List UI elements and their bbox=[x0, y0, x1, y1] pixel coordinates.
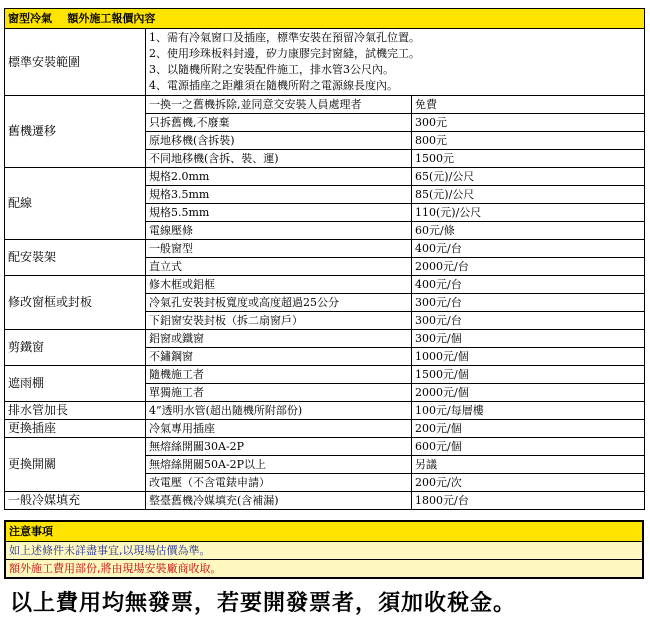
notes-title: 注意事項 bbox=[5, 521, 643, 542]
item-desc: 不同地移機(含拆、裝、運) bbox=[146, 150, 412, 168]
item-price: 85(元)/公尺 bbox=[412, 186, 645, 204]
item-desc: 冷氣專用插座 bbox=[146, 420, 412, 438]
category-move: 舊機遷移 bbox=[5, 96, 146, 168]
table-row bbox=[5, 240, 645, 258]
category-window: 剪鐵窗 bbox=[5, 330, 146, 366]
notes-line-1: 如上述條件未詳盡事宜,以現場估價為準。 bbox=[5, 542, 643, 560]
item-price: 400元/台 bbox=[412, 240, 645, 258]
table-row bbox=[5, 402, 645, 420]
item-price: 800元 bbox=[412, 132, 645, 150]
install-line-3: 3、以隨機所附之安裝配件施工，排水管3公尺內。 bbox=[149, 63, 394, 76]
item-desc: 電線壓條 bbox=[146, 222, 412, 240]
install-description bbox=[146, 29, 645, 96]
item-desc: 不鏽鋼窗 bbox=[146, 348, 412, 366]
table-row bbox=[5, 366, 645, 384]
category-switch: 更換開關 bbox=[5, 438, 146, 492]
table-header bbox=[5, 9, 645, 29]
item-desc: 單獨施工者 bbox=[146, 384, 412, 402]
table-row bbox=[5, 168, 645, 186]
table-row bbox=[5, 438, 645, 456]
item-price: 1000元/個 bbox=[412, 348, 645, 366]
category-bracket: 配安裝架 bbox=[5, 240, 146, 276]
category-refrigerant: 一般冷媒填充 bbox=[5, 492, 146, 510]
header-col2: 額外施工報價內容 bbox=[67, 12, 156, 25]
notes-table bbox=[4, 520, 644, 579]
item-price: 65(元)/公尺 bbox=[412, 168, 645, 186]
header-col1: 窗型冷氣 bbox=[8, 12, 52, 25]
item-desc: 修木框或鋁框 bbox=[146, 276, 412, 294]
item-desc: 隨機施工者 bbox=[146, 366, 412, 384]
item-desc: 無熔絲開關30A-2P bbox=[146, 438, 412, 456]
item-price: 免費 bbox=[412, 96, 645, 114]
item-desc: 改電壓（不含電錶申請） bbox=[146, 474, 412, 492]
item-price: 300元/台 bbox=[412, 312, 645, 330]
item-price: 1800元/台 bbox=[412, 492, 645, 510]
table-row bbox=[5, 276, 645, 294]
install-line-1: 1、需有冷氣窗口及插座，標準安裝在預留冷氣孔位置。 bbox=[149, 31, 420, 44]
item-price: 110(元)/公尺 bbox=[412, 204, 645, 222]
item-price: 100元/每層樓 bbox=[412, 402, 645, 420]
category-frame: 修改窗框或封板 bbox=[5, 276, 146, 330]
notes-line-2: 額外施工費用部份,將由現場安裝廠商收取。 bbox=[5, 560, 643, 579]
item-desc: 只拆舊機,不廢棄 bbox=[146, 114, 412, 132]
item-desc: 規格2.0mm bbox=[146, 168, 412, 186]
item-desc: 一般窗型 bbox=[146, 240, 412, 258]
notes-header bbox=[5, 521, 643, 542]
item-price: 300元/個 bbox=[412, 330, 645, 348]
item-desc: 整臺舊機冷媒填充(含補漏) bbox=[146, 492, 412, 510]
category-shade: 遮雨棚 bbox=[5, 366, 146, 402]
table-row-install bbox=[5, 29, 645, 96]
item-price: 200元/次 bbox=[412, 474, 645, 492]
item-price: 另議 bbox=[412, 456, 645, 474]
item-price: 2000元/台 bbox=[412, 258, 645, 276]
item-desc: 下鋁窗安裝封板（拆二扇窗戶） bbox=[146, 312, 412, 330]
item-desc: 冷氣孔安裝封板寬度或高度超過25公分 bbox=[146, 294, 412, 312]
price-sheet bbox=[4, 8, 644, 579]
item-price: 1500元 bbox=[412, 150, 645, 168]
category-drain: 排水管加長 bbox=[5, 402, 146, 420]
item-desc: 直立式 bbox=[146, 258, 412, 276]
item-desc: 一換一之舊機拆除,並同意交安裝人員處理者 bbox=[146, 96, 412, 114]
install-line-4: 4、電源插座之距離須在隨機所附之電源線長度內。 bbox=[149, 79, 398, 92]
table-row bbox=[5, 420, 645, 438]
category-wiring: 配線 bbox=[5, 168, 146, 240]
item-desc: 規格3.5mm bbox=[146, 186, 412, 204]
header-cell bbox=[5, 9, 645, 29]
item-price: 200元/個 bbox=[412, 420, 645, 438]
item-desc: 4”透明水管(超出隨機所附部份) bbox=[146, 402, 412, 420]
item-desc: 無熔絲開關50A-2P以上 bbox=[146, 456, 412, 474]
invoice-notice: 以上費用均無發票，若要開發票者，須加收稅金。 bbox=[10, 590, 517, 616]
table-row bbox=[5, 96, 645, 114]
table-row bbox=[5, 330, 645, 348]
item-desc: 鋁窗或鐵窗 bbox=[146, 330, 412, 348]
item-price: 1500元/個 bbox=[412, 366, 645, 384]
item-price: 300元/台 bbox=[412, 294, 645, 312]
install-line-2: 2、使用珍珠板料封邊，矽力康膠完封窗縫，試機完工。 bbox=[149, 47, 420, 60]
item-desc: 規格5.5mm bbox=[146, 204, 412, 222]
notes-row bbox=[5, 542, 643, 560]
item-price: 600元/個 bbox=[412, 438, 645, 456]
item-price: 300元 bbox=[412, 114, 645, 132]
category-install: 標準安裝範圍 bbox=[5, 29, 146, 96]
table-row bbox=[5, 492, 645, 510]
category-socket: 更換插座 bbox=[5, 420, 146, 438]
item-price: 2000元/個 bbox=[412, 384, 645, 402]
item-desc: 原地移機(含拆裝) bbox=[146, 132, 412, 150]
price-table bbox=[4, 8, 645, 510]
item-price: 60元/條 bbox=[412, 222, 645, 240]
item-price: 400元/台 bbox=[412, 276, 645, 294]
notes-row bbox=[5, 560, 643, 579]
